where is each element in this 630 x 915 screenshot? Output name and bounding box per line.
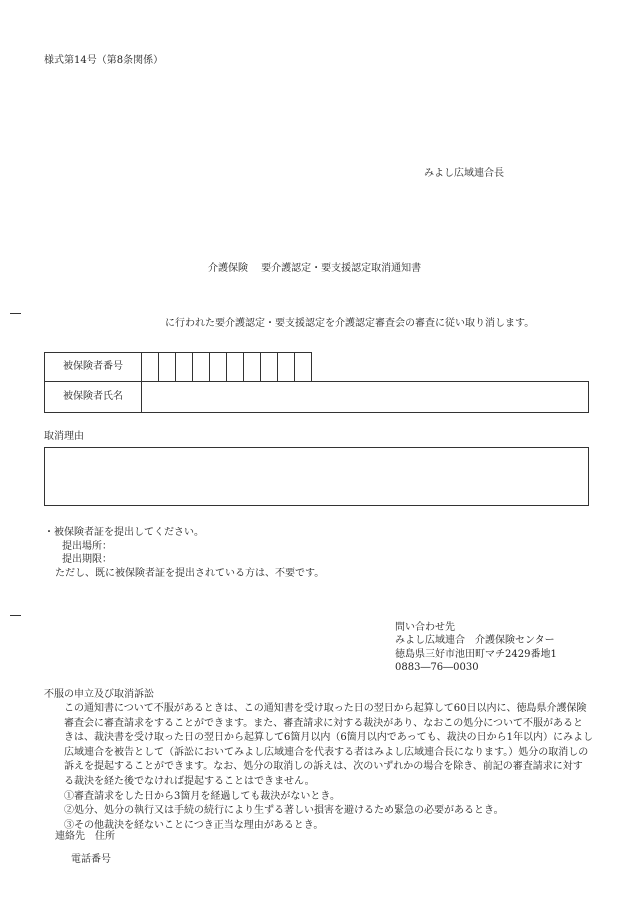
appeal-line: 広域連合を被告として（訴訟においてみよし広域連合を代表する者はみよし広域連合長になります。）処分の取消しの bbox=[64, 746, 589, 758]
footer-phone-label: 電話番号 bbox=[71, 854, 111, 865]
appeal-condition-2: ②処分、処分の執行又は手続の続行により生ずる著しい損害を避けるため緊急の必要があるとき。 bbox=[64, 805, 504, 817]
insured-number-digit bbox=[244, 353, 261, 382]
notice-place: 提出場所： bbox=[62, 541, 112, 552]
insured-number-digit bbox=[193, 353, 210, 382]
appeal-heading: 不服の申立及び取消訴訟 bbox=[44, 689, 154, 700]
appeal-line: きは、裁決書を受け取った日の翌日から起算して6箇月以内（6箇月以内であっても、裁決の日から1年以内）にみよし bbox=[64, 732, 593, 744]
appeal-line: 訴えを提起することができます。なお、処分の取消しの訴えは、次のいずれかの場合を除き、前記の審査請求に対す bbox=[64, 761, 583, 773]
contact-heading: 問い合わせ先 bbox=[395, 622, 455, 633]
notice-deadline: 提出期限： bbox=[62, 554, 112, 565]
insured-number-row bbox=[45, 353, 589, 382]
insured-number-digit bbox=[261, 353, 278, 382]
contact-org: みよし広域連合 介護保険センター bbox=[395, 635, 555, 646]
contact-address: 徳島県三好市池田町マチ2429番地1 bbox=[395, 649, 557, 660]
insured-name-label: 被保険者氏名 bbox=[45, 382, 142, 413]
appeal-line: 審査会に審査請求をすることができます。また、審査請求に対する裁決があり、なおこの処分について不服があると bbox=[64, 717, 583, 729]
insured-number-digit bbox=[142, 353, 159, 382]
form-number: 様式第14号（第8条関係） bbox=[44, 55, 164, 66]
footer-contact-address: 連絡先 住所 bbox=[55, 831, 115, 842]
insured-number-label: 被保険者番号 bbox=[45, 353, 142, 382]
appeal-condition-3: ③その他裁決を経ないことにつき正当な理由があるとき。 bbox=[64, 819, 324, 831]
insured-name-field bbox=[142, 382, 589, 413]
notice-note: ただし、既に被保険者証を提出されている方は、不要です。 bbox=[55, 568, 325, 579]
insured-number-digit bbox=[295, 353, 312, 382]
reason-box bbox=[44, 447, 589, 506]
issuer-name: みよし広域連合長 bbox=[424, 168, 504, 179]
appeal-line: この通知書について不服があるときは、この通知書を受け取った日の翌日から起算して60日以内に、徳島県介護保険 bbox=[64, 703, 587, 714]
document-title: 介護保険 要介護認定・要支援認定取消通知書 bbox=[208, 263, 422, 274]
reason-label: 取消理由 bbox=[44, 431, 84, 442]
insured-number-digit bbox=[210, 353, 227, 382]
insured-number-digit bbox=[159, 353, 176, 382]
appeal-line: る裁決を経た後でなければ提起することはできません。 bbox=[64, 775, 315, 787]
appeal-condition-1: ①審査請求をした日から3箇月を経過しても裁決がないとき。 bbox=[64, 790, 340, 802]
appeal-body bbox=[64, 702, 594, 833]
insured-name-row bbox=[45, 382, 589, 413]
insured-number-digit bbox=[176, 353, 193, 382]
contact-phone: 0883―76―0030 bbox=[395, 662, 479, 673]
table-blank-cell bbox=[312, 353, 589, 382]
intro-text: に行われた要介護認定・要支援認定を介護認定審査会の審査に従い取り消します。 bbox=[165, 318, 535, 329]
fold-mark-top bbox=[10, 313, 21, 314]
insured-number-digit bbox=[278, 353, 295, 382]
insured-info-table bbox=[44, 352, 589, 413]
notice-submit-card: ・被保険者証を提出してください。 bbox=[44, 527, 204, 538]
insured-number-digit bbox=[227, 353, 244, 382]
fold-mark-bottom bbox=[10, 615, 21, 616]
